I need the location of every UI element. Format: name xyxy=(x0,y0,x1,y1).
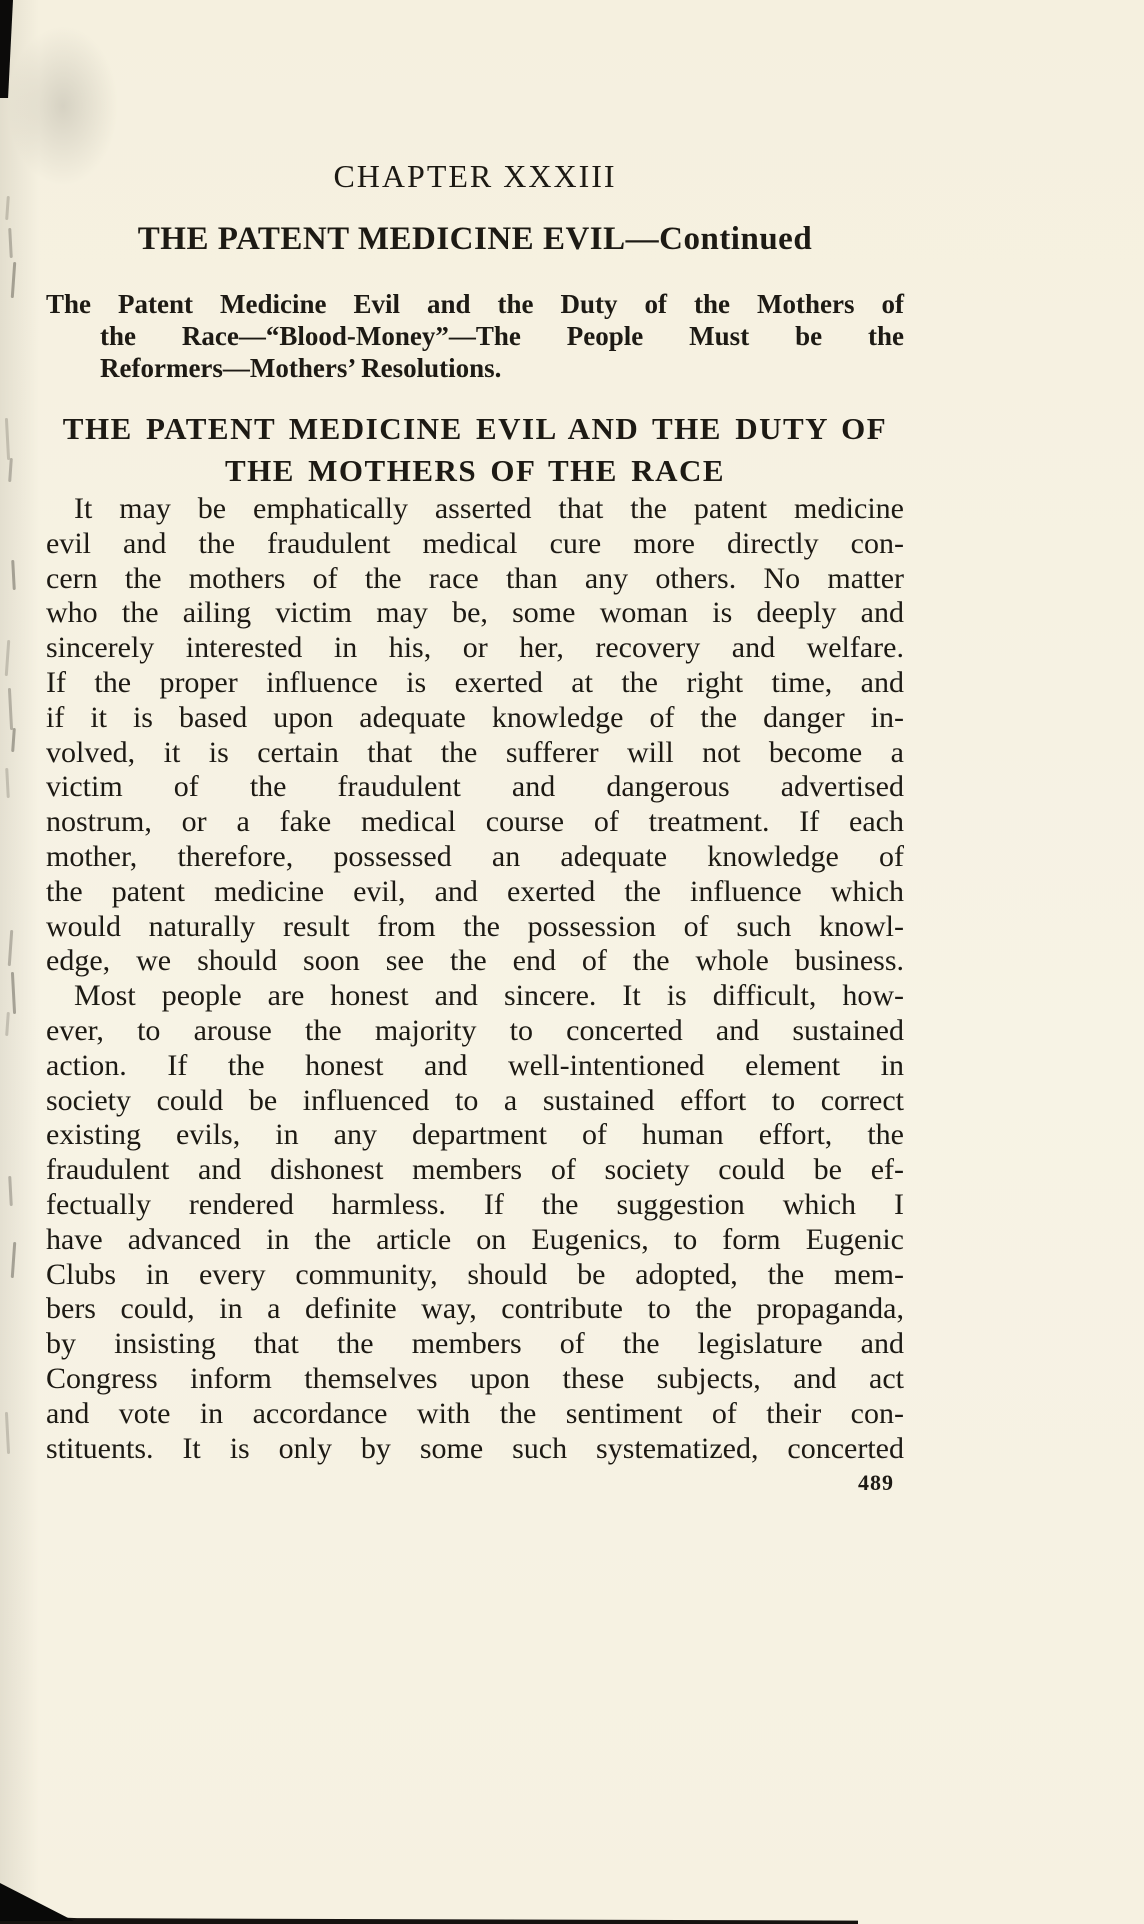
scan-margin-mark xyxy=(5,418,10,460)
text-line: THE PATENT MEDICINE EVIL AND THE DUTY OF xyxy=(62,411,888,446)
text-line: existing evils, in any department of human effort, the xyxy=(46,1118,904,1152)
text-line: have advanced in the article on Eugenics, to form Eugenic xyxy=(46,1222,904,1256)
text-line: victim of the fraudulent and dangerous advertised xyxy=(46,770,904,804)
text-line: Congress inform themselves upon these subjects, and act xyxy=(46,1361,904,1395)
text-line: Reformers—Mothers’ Resolutions. xyxy=(100,353,502,383)
scan-margin-mark xyxy=(8,688,13,730)
chapter-title: THE PATENT MEDICINE EVIL—Continued xyxy=(137,221,813,257)
text-line: sincerely interested in his, or her, recovery and welfare. xyxy=(46,631,904,665)
text-line: cern the mothers of the race than any others. No matter xyxy=(46,561,904,595)
text-line: fectually rendered harmless. If the suggestion which I xyxy=(46,1187,904,1221)
scan-margin-mark xyxy=(8,458,13,482)
chapter-heading: CHAPTER XXXIII xyxy=(333,158,617,194)
scan-margin-mark xyxy=(8,930,14,966)
scan-margin-mark xyxy=(8,228,13,258)
page-content xyxy=(46,0,904,1496)
text-line: the patent medicine evil, and exerted the influence which xyxy=(46,874,904,908)
paragraph-2 xyxy=(46,979,904,1466)
text-line: would naturally result from the possession of such knowl- xyxy=(46,909,904,943)
page-number: 489 xyxy=(858,1470,894,1496)
scan-margin-mark xyxy=(8,1176,13,1206)
text-line: evil and the fraudulent medical cure more directly con- xyxy=(46,526,904,560)
text-line: fraudulent and dishonest members of society could be ef- xyxy=(46,1153,904,1187)
text-line: It may be emphatically asserted that the patent medicine xyxy=(74,492,904,525)
text-line: mother, therefore, possessed an adequate knowledge of xyxy=(46,839,904,873)
text-line: the Race—“Blood-Money”—The People Must be the xyxy=(100,321,904,351)
section-heading xyxy=(46,408,904,492)
scan-margin-mark xyxy=(5,196,10,220)
text-line: and vote in accordance with the sentiment of their con- xyxy=(46,1396,904,1430)
text-line: Clubs in every community, should be adopted, the mem- xyxy=(46,1257,904,1291)
paragraph-1 xyxy=(46,492,904,979)
scan-margin-mark xyxy=(11,972,16,1014)
scan-artifact-bottom-strip xyxy=(0,1915,858,1924)
text-line: edge, we should soon see the end of the whole business. xyxy=(46,944,904,978)
text-line: who the ailing victim may be, some woman is deeply and xyxy=(46,596,904,630)
text-line: if it is based upon adequate knowledge of the danger in- xyxy=(46,700,904,734)
text-line: action. If the honest and well-intentioned element in xyxy=(46,1048,904,1082)
text-line: Most people are honest and sincere. It is difficult, how- xyxy=(74,979,904,1013)
text-line: volved, it is certain that the sufferer will not become a xyxy=(46,735,904,769)
text-line: stituents. It is only by some such systematized, concerted xyxy=(46,1431,904,1465)
scan-margin-mark xyxy=(5,768,10,798)
chapter-summary xyxy=(46,288,904,384)
text-line: The Patent Medicine Evil and the Duty of the Mothers of xyxy=(46,289,904,319)
text-line: If the proper influence is exerted at the right time, and xyxy=(46,665,904,699)
text-line: bers could, in a definite way, contribute to the propaganda, xyxy=(46,1292,904,1326)
scan-artifact-bottom-wedge xyxy=(0,1883,74,1921)
scan-margin-mark xyxy=(11,262,17,298)
scan-margin-mark xyxy=(5,1012,10,1036)
text-line: THE MOTHERS OF THE RACE xyxy=(224,453,726,488)
scan-margin-mark xyxy=(11,1242,17,1278)
text-line: by insisting that the members of the legislature and xyxy=(46,1327,904,1361)
scan-margin-mark xyxy=(11,560,16,590)
scan-margin-mark xyxy=(5,640,11,676)
text-line: ever, to arouse the majority to concerted and sustained xyxy=(46,1013,904,1047)
scan-artifact-top-left-bar xyxy=(0,0,13,98)
scan-margin-mark xyxy=(11,728,16,752)
scan-margin-mark xyxy=(5,1412,10,1454)
text-line: society could be influenced to a sustained effort to correct xyxy=(46,1083,904,1117)
text-line: nostrum, or a fake medical course of treatment. If each xyxy=(46,805,904,839)
